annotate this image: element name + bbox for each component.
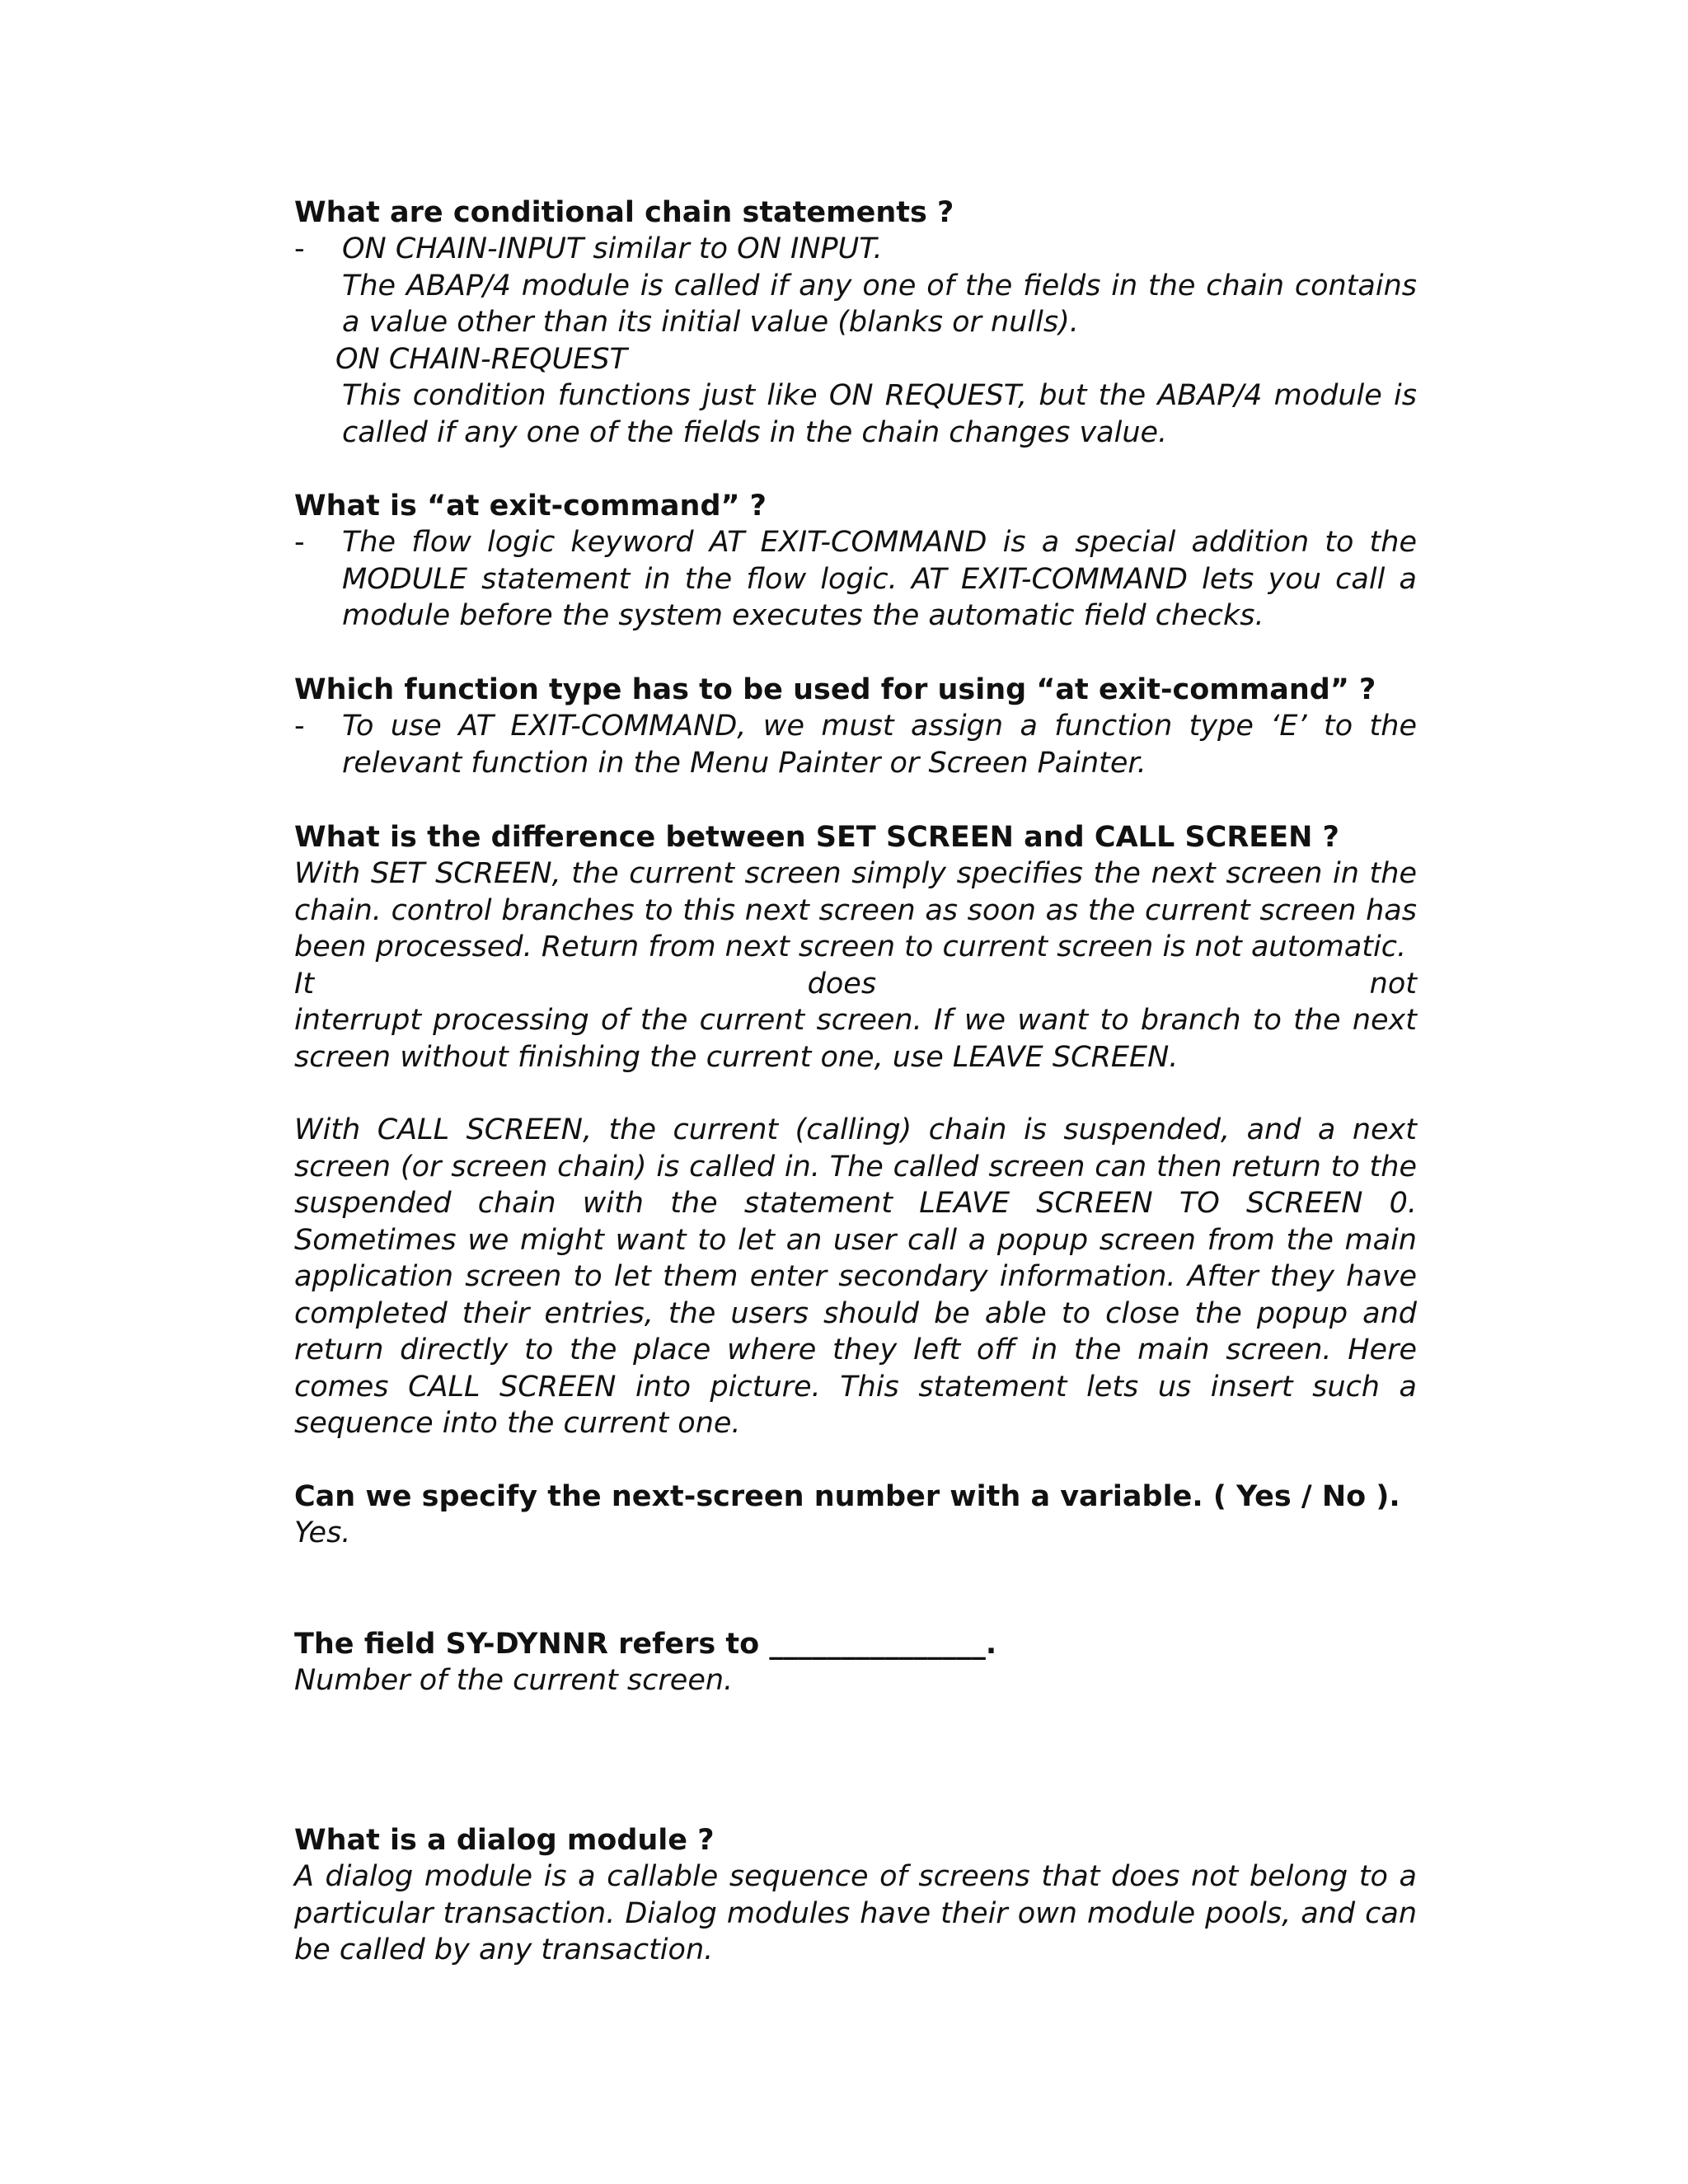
answer-split-line: It does not xyxy=(294,967,1417,1001)
section-set-vs-call-screen xyxy=(294,819,1417,1442)
question-heading: What is the difference between SET SCREEN and CALL SCREEN ? xyxy=(294,821,1339,854)
section-dialog-module xyxy=(294,1822,1417,1969)
section-next-screen-variable xyxy=(294,1479,1417,1552)
answer-text: A dialog module is a callable sequence of screens that does not belong to a particular transaction. Dialog modules have their own module pools, and can be called by any transaction. xyxy=(294,1860,1417,1966)
question-heading: Can we specify the next-screen number with a variable. ( Yes / No ). xyxy=(294,1480,1400,1513)
answer-paragraph: With SET SCREEN, the current screen simply specifies the next screen in the chain. control branches to this next screen as soon as the current screen has been processed. Return from next screen to current screen is not automatic. xyxy=(294,857,1417,963)
question-heading: What is a dialog module ? xyxy=(294,1824,715,1857)
answer-bullet xyxy=(294,524,1417,635)
section-sy-dynnr xyxy=(294,1626,1417,1699)
section-at-exit-command xyxy=(294,488,1417,635)
answer-line: ON CHAIN-INPUT similar to ON INPUT. xyxy=(342,232,883,265)
answer-text: To use AT EXIT-COMMAND, we must assign a function type ‘E’ to the relevant function in the Menu Painter or Screen Painter. xyxy=(342,710,1417,780)
question-heading: What is “at exit-command” ? xyxy=(294,490,767,523)
bullet-dash: - xyxy=(294,526,305,559)
answer-line: The ABAP/4 module is called if any one of the fields in the chain contains a value other than its initial value (blanks or nulls). xyxy=(342,269,1417,339)
answer-text: Yes. xyxy=(294,1516,351,1549)
answer-line: ON CHAIN-REQUEST xyxy=(335,342,627,376)
document-page xyxy=(294,0,1417,2184)
answer-bullet xyxy=(294,231,1417,451)
question-heading: The field SY-DYNNR refers to _______________. xyxy=(294,1628,997,1661)
answer-text: The flow logic keyword AT EXIT-COMMAND is a special addition to the MODULE statement in the flow logic. AT EXIT-COMMAND lets you call a module before the system executes the automatic field checks. xyxy=(342,526,1417,632)
answer-text: Number of the current screen. xyxy=(294,1664,734,1697)
section-function-type xyxy=(294,672,1417,781)
answer-line: This condition functions just like ON REQUEST, but the ABAP/4 module is called if any one of the fields in the chain changes value. xyxy=(342,379,1417,449)
answer-paragraph: With CALL SCREEN, the current (calling) chain is suspended, and a next screen (or screen chain) is called in. The called screen can then return to the suspended chain with the statement LEAVE SCREEN TO SCREEN 0. Sometimes we might want to let an user call a popup screen from the main application screen to let them enter secondary information. After they have completed their entries, the users should be able to close the popup and return directly to the place where they left off in the main screen. Here comes CALL SCREEN into picture. This statement lets us insert such a sequence into the current one. xyxy=(294,1113,1417,1440)
question-heading: What are conditional chain statements ? xyxy=(294,196,954,229)
answer-paragraph: interrupt processing of the current screen. If we want to branch to the next screen without finishing the current one, use LEAVE SCREEN. xyxy=(294,1004,1417,1074)
question-heading: Which function type has to be used for using “at exit-command” ? xyxy=(294,673,1376,706)
section-conditional-chain xyxy=(294,194,1417,451)
bullet-dash: - xyxy=(294,710,305,743)
bullet-dash: - xyxy=(294,232,305,265)
answer-bullet xyxy=(294,708,1417,781)
